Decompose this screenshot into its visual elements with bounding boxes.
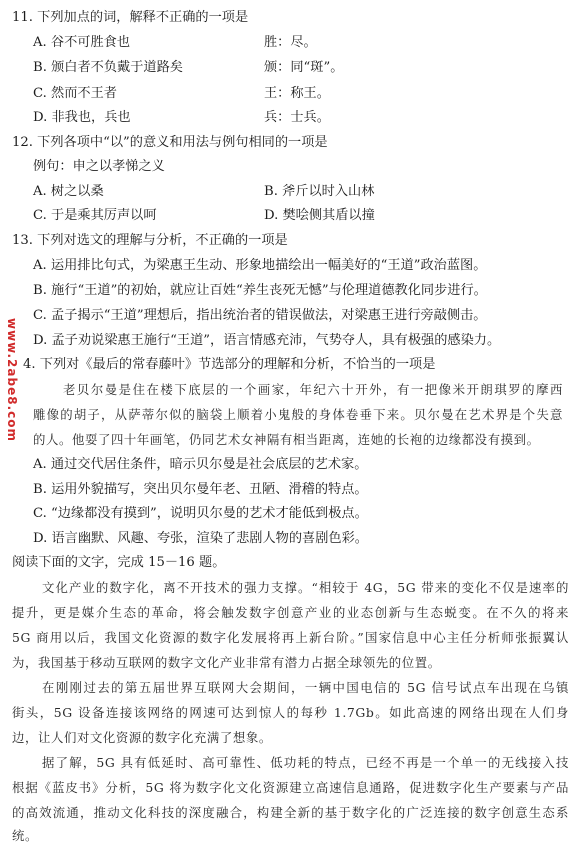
reading-line-10: 的高效流通，推动文化科技的深度融合，构建全新的基于数字化的广泛连接的数字创意生态系 xyxy=(12,805,569,820)
q11-option-c: C. 然而不王者 xyxy=(33,86,117,101)
q14-option-c: C. “边缘都没有摸到”，说明贝尔曼的艺术才能低到极点。 xyxy=(33,506,368,521)
q14-stem: 4. 下列对《最后的常春藤叶》节选部分的理解和分析，不恰当的一项是 xyxy=(23,357,436,372)
q11-option-d-gloss: 兵：士兵。 xyxy=(264,110,330,125)
q13-stem: 13. 下列对选文的理解与分析，不正确的一项是 xyxy=(12,233,288,248)
reading-line-11: 统。 xyxy=(12,828,38,843)
q11-option-c-gloss: 王：称王。 xyxy=(264,86,330,101)
q13-option-d: D. 孟子劝说梁惠王施行“王道”，语言情感充沛，气势夺人，具有极强的感染力。 xyxy=(33,333,501,348)
reading-line-5: 在刚刚过去的第五届世界互联网大会期间，一辆中国电信的 5G 信号试点车出现在乌镇 xyxy=(42,680,569,695)
reading-line-7: 边，让人们对文化资源的数字化充满了想象。 xyxy=(12,730,272,745)
q14-passage-line-1: 老贝尔曼是住在楼下底层的一个画家，年纪六十开外，有一把像米开朗琪罗的摩西 xyxy=(63,382,563,397)
q12-example: 例句：申之以孝悌之义 xyxy=(33,159,165,174)
q11-option-a-gloss: 胜：尽。 xyxy=(264,35,317,50)
q14-passage-line-3: 的人。他耍了四十年画笔，仍同艺术女神隔有相当距离，连她的长袍的边缘都没有摸到。 xyxy=(33,432,540,447)
q12-option-a: A. 树之以桑 xyxy=(33,184,104,199)
q11-option-b-gloss: 颁：同“斑”。 xyxy=(264,60,344,75)
q13-option-c: C. 孟子揭示“王道”理想后，指出统治者的错误做法，对梁惠王进行旁敲侧击。 xyxy=(33,308,487,323)
q12-option-b: B. 斧斤以时入山林 xyxy=(264,184,375,199)
reading-line-4: 为，我国基于移动互联网的数字文化产业非常有潜力占据全球领先的位置。 xyxy=(12,655,441,670)
q13-option-a: A. 运用排比句式，为梁惠王生动、形象地描绘出一幅美好的“王道”政治蓝图。 xyxy=(33,258,487,273)
reading-line-8: 据了解，5G 具有低延时、高可靠性、低功耗的特点，已经不再是一个单一的无线接入技 xyxy=(42,755,569,770)
reading-line-6: 街头，5G 设备连接该网络的网速可达到惊人的每秒 1.7Gb。如此高速的网络出现在人们身 xyxy=(12,705,569,720)
reading-line-3: 5G 商用以后，我国文化资源的数字化发展将再上新台阶。”国家信息中心主任分析师张振翼认 xyxy=(12,630,569,645)
q11-stem: 11. 下列加点的词，解释不正确的一项是 xyxy=(12,10,249,25)
q12-option-d: D. 樊哙侧其盾以撞 xyxy=(264,208,375,223)
q14-option-a: A. 通过交代居住条件，暗示贝尔曼是社会底层的艺术家。 xyxy=(33,457,368,472)
q11-option-a: A. 谷不可胜食也 xyxy=(33,35,131,50)
q14-option-d: D. 语言幽默、风趣、夸张，渲染了悲剧人物的喜剧色彩。 xyxy=(33,531,368,546)
q12-stem: 12. 下列各项中“以”的意义和用法与例句相同的一项是 xyxy=(12,135,328,150)
reading-line-9: 根据《蓝皮书》分析，5G 将为数字化文化资源建立高速信息通路，促进数字化生产要素与产品 xyxy=(12,780,569,795)
q14-passage-line-2: 雕像的胡子，从萨蒂尔似的脑袋上顺着小鬼般的身体卷垂下来。贝尔曼在艺术界是个失意 xyxy=(33,407,563,422)
reading-intro: 阅读下面的文字，完成 15－16 题。 xyxy=(12,555,226,570)
q12-option-c: C. 于是乘其厉声以呵 xyxy=(33,208,157,223)
q11-option-d: D. 非我也，兵也 xyxy=(33,110,131,125)
q14-option-b: B. 运用外貌描写，突出贝尔曼年老、丑陋、滑稽的特点。 xyxy=(33,482,368,497)
reading-line-2: 提升，更是媒介生态的革命，将会触发数字创意产业的业态创新与生态蜕变。在不久的将来 xyxy=(12,605,569,620)
watermark: www.2abe8.com xyxy=(5,318,19,442)
q13-option-b: B. 施行“王道”的初始，就应让百姓“养生丧死无憾”与伦理道德教化同步进行。 xyxy=(33,283,487,298)
reading-line-1: 文化产业的数字化，离不开技术的强力支撑。“相较于 4G，5G 带来的变化不仅是速率的 xyxy=(42,580,569,595)
q11-option-b: B. 颁白者不负戴于道路矣 xyxy=(33,60,183,75)
